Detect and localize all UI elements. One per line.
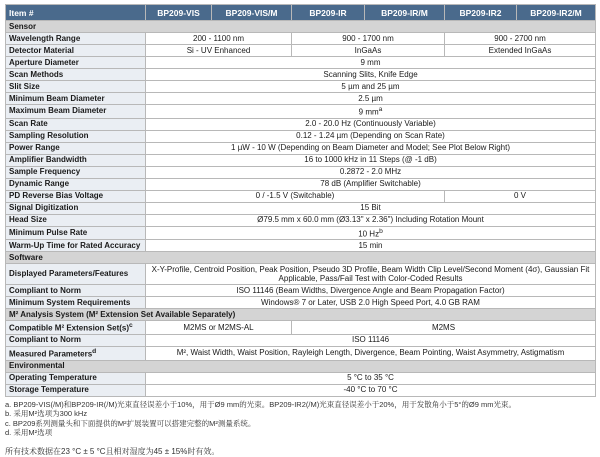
row-label-text: Storage Temperature — [9, 385, 89, 395]
row-label-text: Measured Parameters — [9, 349, 93, 359]
row-value — [146, 130, 596, 142]
row-label-text: Head Size — [9, 215, 47, 225]
row-label-text: Signal Digitization — [9, 203, 79, 213]
row-label — [6, 372, 146, 384]
row-value-text: 2.5 µm — [358, 93, 383, 103]
table-row — [6, 226, 596, 240]
row-value-text: X-Y-Profile, Centroid Position, Peak Position, Pseudo 3D Profile, Beam Width Clip Level/Second Moment (4σ), Gaussian Fit Applicable, Pass/Fail Test with Color-Coded Results — [151, 265, 590, 284]
row-label-text: Scan Rate — [9, 119, 48, 129]
row-label — [6, 118, 146, 130]
footnote: c. BP209系列测量头和下面提供的M²扩展装置可以搭建完整的M²测量系统。 — [5, 418, 256, 428]
row-value — [146, 33, 292, 45]
row-label — [6, 130, 146, 142]
footnote-ref: a — [378, 106, 383, 113]
section-row — [6, 21, 596, 33]
row-value-text: 9 mm — [360, 57, 381, 67]
row-value — [146, 321, 292, 335]
row-label — [6, 166, 146, 178]
row-value — [146, 166, 596, 178]
table-row — [6, 142, 596, 154]
footnote: b. 采用M²选项为300 kHz — [5, 409, 88, 419]
row-value — [146, 154, 596, 166]
row-label-text: Power Range — [9, 143, 60, 153]
row-label — [6, 334, 146, 346]
row-value-text: ISO 11146 — [351, 335, 390, 345]
row-label — [6, 264, 146, 285]
row-label — [6, 321, 146, 335]
row-value-text: M2MS or M2MS-AL — [183, 322, 254, 332]
table-row — [6, 346, 596, 360]
row-value-text: 2.0 - 20.0 Hz (Continuously Variable) — [305, 119, 436, 129]
table-body — [6, 21, 596, 397]
row-value — [146, 93, 596, 105]
table-row — [6, 57, 596, 69]
row-label — [6, 202, 146, 214]
table-row — [6, 130, 596, 142]
table-row — [6, 285, 596, 297]
row-label-text: Minimum Beam Diameter — [9, 93, 105, 103]
row-label-text: Sampling Resolution — [9, 131, 89, 141]
row-value — [146, 240, 596, 252]
table-row — [6, 178, 596, 190]
row-label — [6, 214, 146, 226]
row-value-text: InGaAs — [354, 45, 382, 55]
table-row — [6, 202, 596, 214]
table-row — [6, 240, 596, 252]
row-value — [445, 33, 596, 45]
specifications-table — [5, 4, 596, 397]
row-value-text: 1 µW - 10 W (Depending on Beam Diameter and Model; See Plot Below Right) — [231, 143, 510, 153]
table-row — [6, 264, 596, 285]
row-value-text: 78 dB (Amplifier Switchable) — [320, 179, 421, 189]
row-label — [6, 240, 146, 252]
section-title: Software — [6, 252, 596, 264]
row-value — [146, 226, 596, 240]
row-value — [146, 202, 596, 214]
row-value-text: 5 °C to 35 °C — [347, 373, 394, 383]
row-value-text: Si - UV Enhanced — [186, 45, 251, 55]
table-header-row — [6, 5, 596, 21]
row-value — [445, 45, 596, 57]
row-value — [146, 285, 596, 297]
row-value — [445, 190, 596, 202]
row-value — [146, 214, 596, 226]
row-value-text: 16 to 1000 kHz in 11 Steps (@ -1 dB) — [304, 155, 437, 165]
footnote-ref: b — [379, 227, 383, 235]
row-value — [146, 334, 596, 346]
row-label-text: Minimum Pulse Rate — [9, 227, 88, 237]
row-label — [6, 226, 146, 240]
row-value-text: Scanning Slits, Knife Edge — [323, 69, 418, 79]
row-value — [146, 142, 596, 154]
table-row — [6, 154, 596, 166]
row-label-text: Dynamic Range — [9, 179, 70, 189]
row-label — [6, 346, 146, 360]
table-row — [6, 33, 596, 45]
footnote-ref: c — [129, 322, 133, 330]
row-value-text: Ø79.5 mm x 60.0 mm (Ø3.13" x 2.36") Including Rotation Mount — [257, 215, 484, 225]
row-value-text: Extended InGaAs — [488, 45, 552, 55]
table-row — [6, 372, 596, 384]
row-label-text: Displayed Parameters/Features — [9, 269, 129, 279]
row-label-text: Detector Material — [9, 45, 74, 55]
row-value-text: 900 - 2700 nm — [494, 33, 546, 43]
table-row — [6, 105, 596, 119]
section-title: Environmental — [6, 360, 596, 372]
row-label-text: Compatible M² Extension Set(s) — [9, 323, 130, 333]
row-value — [146, 372, 596, 384]
section-row — [6, 252, 596, 264]
row-label-text: Wavelength Range — [9, 33, 81, 43]
table-row — [6, 93, 596, 105]
row-value-text: ISO 11146 (Beam Widths, Divergence Angle and Beam Propagation Factor) — [236, 285, 505, 295]
row-value — [146, 297, 596, 309]
table-row — [6, 384, 596, 396]
row-label — [6, 142, 146, 154]
table-row — [6, 166, 596, 178]
row-value-text: 9 mm — [358, 107, 379, 117]
row-label — [6, 297, 146, 309]
row-value-text: M2MS — [431, 322, 456, 332]
header-model: BP209-IR2/M — [517, 5, 596, 21]
row-value-text: Windows® 7 or Later, USB 2.0 High Speed Port, 4.0 GB RAM — [261, 297, 480, 307]
row-label-text: Sample Frequency — [9, 167, 81, 177]
row-label-text: Compliant to Norm — [9, 335, 81, 345]
table-row — [6, 190, 596, 202]
row-value-text: -40 °C to 70 °C — [343, 385, 398, 395]
header-model: BP209-VIS/M — [212, 5, 292, 21]
row-label-text: PD Reverse Bias Voltage — [9, 191, 104, 201]
row-label — [6, 81, 146, 93]
table-row — [6, 69, 596, 81]
row-label — [6, 45, 146, 57]
row-label-text: Compliant to Norm — [9, 285, 81, 295]
table-row — [6, 297, 596, 309]
footer-note: 所有技术数据在23 °C ± 5 °C且相对湿度为45 ± 15%时有效。 — [5, 446, 220, 456]
row-label — [6, 190, 146, 202]
row-value-text: 0.12 - 1.24 µm (Depending on Scan Rate) — [296, 131, 445, 141]
row-label — [6, 154, 146, 166]
row-label — [6, 33, 146, 45]
header-model: BP209-IR/M — [365, 5, 445, 21]
row-label — [6, 178, 146, 190]
row-value — [146, 45, 292, 57]
section-row — [6, 309, 596, 321]
row-value — [146, 57, 596, 69]
row-value — [146, 264, 596, 285]
table-row — [6, 118, 596, 130]
table-row — [6, 45, 596, 57]
row-value — [146, 346, 596, 360]
footnote-ref: d — [92, 347, 97, 355]
row-label-text: Amplifier Bandwidth — [9, 155, 87, 165]
row-label-text: Aperture Diameter — [9, 57, 79, 67]
spec-sheet — [5, 4, 595, 457]
section-title: M² Analysis System (M² Extension Set Available Separately) — [6, 309, 596, 321]
row-label — [6, 69, 146, 81]
row-value-text: 15 Bit — [360, 203, 381, 213]
row-value — [146, 81, 596, 93]
section-title: Sensor — [6, 21, 596, 33]
header-model: BP209-IR — [292, 5, 365, 21]
row-value — [146, 178, 596, 190]
row-value-text: 15 min — [358, 240, 383, 250]
row-value-text: 0 / -1.5 V (Switchable) — [255, 191, 335, 201]
row-value — [292, 321, 596, 335]
row-value — [146, 190, 445, 202]
header-model: BP209-IR2 — [445, 5, 517, 21]
row-value-text: M², Waist Width, Waist Position, Rayleigh Length, Divergence, Beam Pointing, Waist Asymmetry, Astigmatism — [176, 348, 565, 358]
row-value-text: 10 Hz — [358, 229, 380, 239]
row-label — [6, 93, 146, 105]
row-label-text: Operating Temperature — [9, 373, 97, 383]
row-label-text: Slit Size — [9, 81, 40, 91]
footnote: d. 采用M²选项 — [5, 428, 53, 438]
header-model: BP209-VIS — [146, 5, 212, 21]
header-item-label: Item # — [6, 5, 146, 21]
footnote: a. BP209-VIS(/M)和BP209-IR(/M)光束直径误差小于10%，用于Ø9 mm的光束。BP209-IR2(/M)光束直径误差小于20%，用于发散角小于5°的Ø9 mm光束。 — [5, 399, 516, 409]
section-row — [6, 360, 596, 372]
row-label-text: Warm-Up Time for Rated Accuracy — [9, 240, 141, 250]
row-value — [146, 105, 596, 119]
footnotes — [5, 400, 595, 438]
row-value — [292, 33, 445, 45]
row-value — [146, 69, 596, 81]
row-label-text: Minimum System Requirements — [9, 297, 131, 307]
row-value — [146, 118, 596, 130]
row-value-text: 0 V — [513, 191, 526, 201]
table-row — [6, 81, 596, 93]
table-row — [6, 334, 596, 346]
row-value-text: 0.2872 - 2.0 MHz — [339, 167, 402, 177]
row-label-text: Scan Methods — [9, 69, 64, 79]
row-value — [292, 45, 445, 57]
row-label-text: Maximum Beam Diameter — [9, 106, 107, 116]
table-row — [6, 214, 596, 226]
row-label — [6, 384, 146, 396]
row-value-text: 5 µm and 25 µm — [341, 81, 400, 91]
row-label — [6, 57, 146, 69]
row-label — [6, 105, 146, 119]
row-value-text: 900 - 1700 nm — [342, 33, 394, 43]
row-label — [6, 285, 146, 297]
table-row — [6, 321, 596, 335]
row-value — [146, 384, 596, 396]
row-value-text: 200 - 1100 nm — [193, 33, 244, 43]
